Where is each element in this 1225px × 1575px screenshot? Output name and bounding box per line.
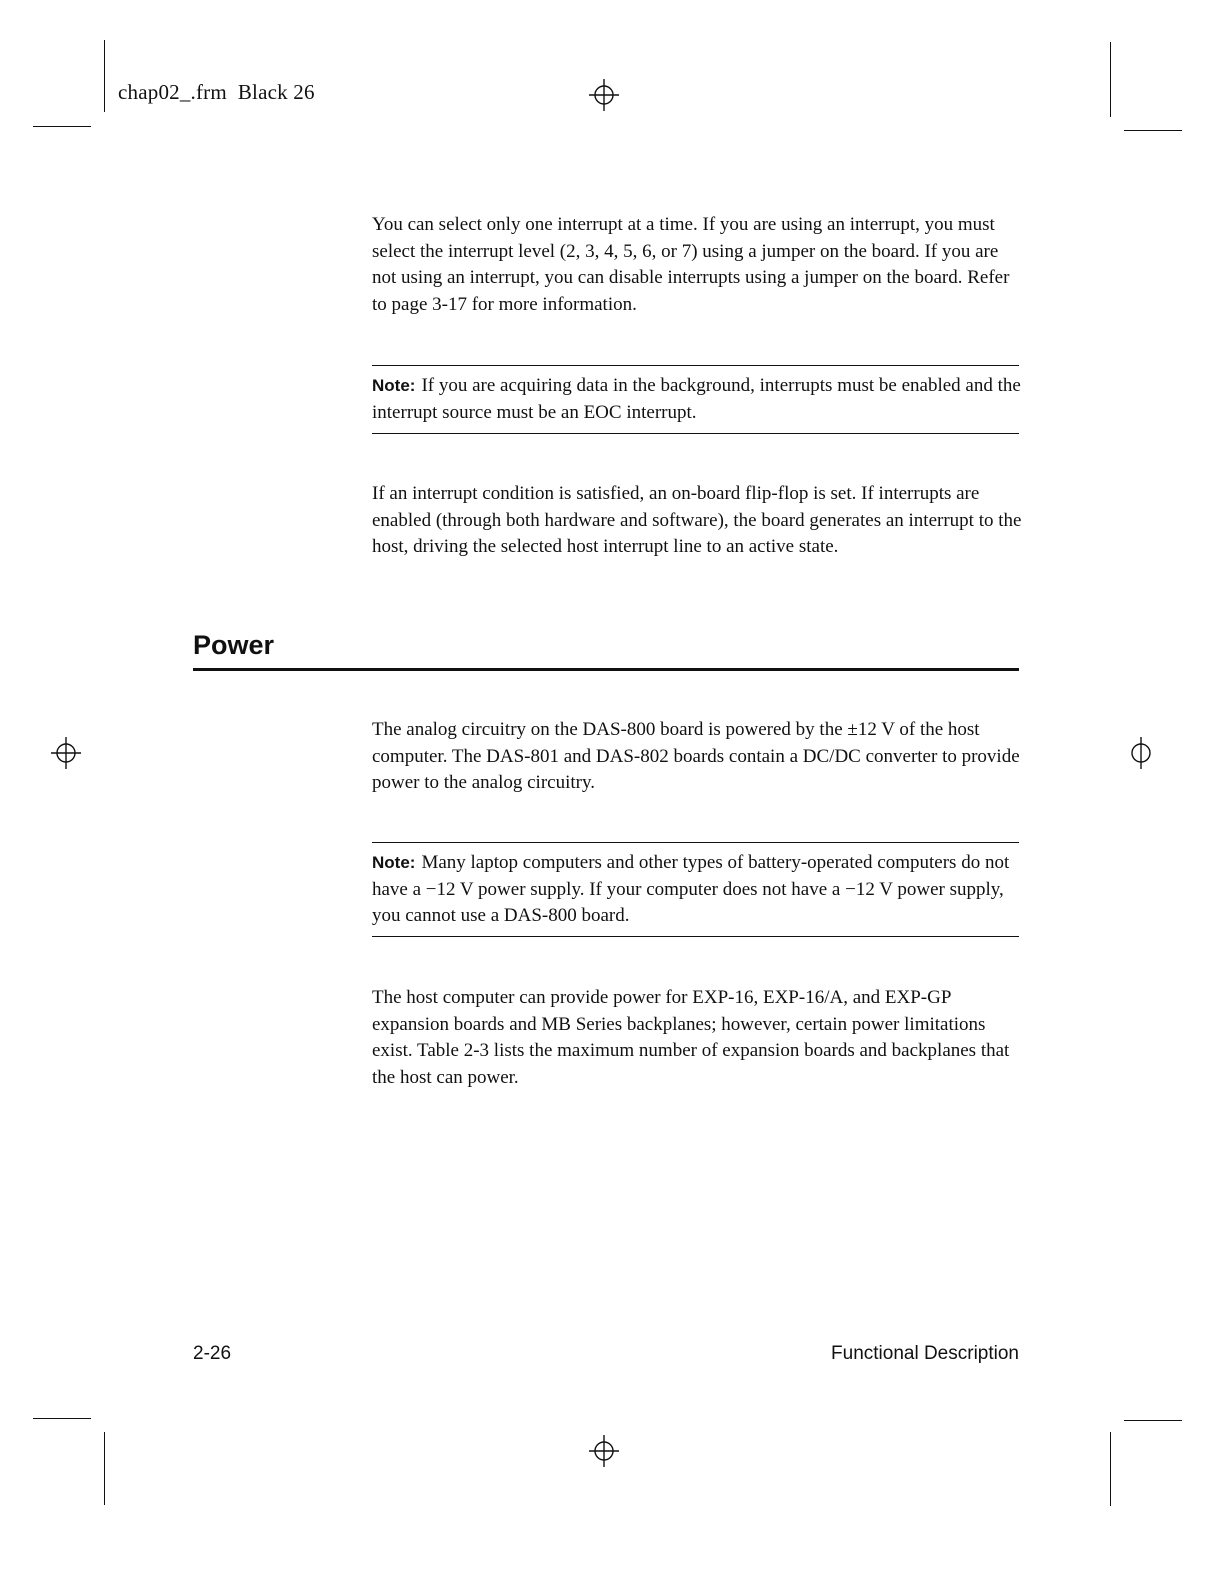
crop-mark-bottom-left-vertical [104, 1432, 105, 1505]
registration-crosshair-icon [1123, 735, 1159, 771]
crop-mark-bottom-right-vertical [1110, 1432, 1111, 1506]
crop-mark-top-left-vertical [104, 40, 105, 112]
note-rule-bottom [372, 936, 1019, 937]
note-text: Many laptop computers and other types of battery-operated computers do not have a −12 V power supply. If your computer does not have a −12 V power supply, you cannot use a DAS-800 board. [372, 852, 1010, 926]
note-text: If you are acquiring data in the background, interrupts must be enabled and the interrupt source must be an EOC interrupt. [372, 375, 1021, 423]
note-rule-top [372, 365, 1019, 366]
registration-crosshair-icon [586, 77, 622, 113]
paragraph-analog-circuitry: The analog circuitry on the DAS-800 board is powered by the ±12 V of the host computer. The DAS-801 and DAS-802 boards contain a DC/DC converter to provide power to the analog circuitry. [372, 719, 1020, 793]
slug-page: 26 [293, 80, 315, 104]
paragraph-interrupt-selection: You can select only one interrupt at a time. If you are using an interrupt, you must select the interrupt level (2, 3, 4, 5, 6, or 7) using a jumper on the board. If you are not using an interrupt, you can disable interrupts using a jumper on the board. Refer to page 3-17 for more information. [372, 214, 1010, 315]
note-background-acquisition [372, 373, 1022, 426]
note-laptop-power [372, 850, 1022, 930]
crop-mark-top-right-vertical [1110, 42, 1111, 117]
print-slug [118, 80, 315, 105]
page-number: 2-26 [193, 1343, 232, 1364]
crop-mark-top-right-horizontal [1124, 130, 1182, 131]
section-heading-power: Power [193, 630, 275, 660]
paragraph-expansion-power: The host computer can provide power for EXP-16, EXP-16/A, and EXP-GP expansion boards and MB Series backplanes; however, certain power limitations exist. Table 2-3 lists the maximum number of expansion boards and backplanes that the host can power. [372, 987, 1010, 1088]
note-rule-bottom [372, 433, 1019, 434]
registration-crosshair-icon [48, 735, 84, 771]
crop-mark-top-left-horizontal [33, 126, 91, 127]
chapter-title: Functional Description [831, 1343, 1019, 1364]
registration-crosshair-icon [586, 1433, 622, 1469]
crop-mark-bottom-right-horizontal [1124, 1420, 1182, 1421]
slug-filename: chap02_.frm [118, 80, 227, 104]
slug-color: Black [237, 80, 288, 104]
note-label: Note: [372, 376, 416, 395]
note-rule-top [372, 842, 1019, 843]
crop-mark-bottom-left-horizontal [33, 1418, 91, 1419]
section-heading-rule [193, 668, 1019, 671]
paragraph-interrupt-condition: If an interrupt condition is satisfied, an on-board flip-flop is set. If interrupts are enabled (through both hardware and software), the board generates an interrupt to the host, driving the selected host interrupt line to an active state. [372, 483, 1022, 557]
note-label: Note: [372, 853, 416, 872]
